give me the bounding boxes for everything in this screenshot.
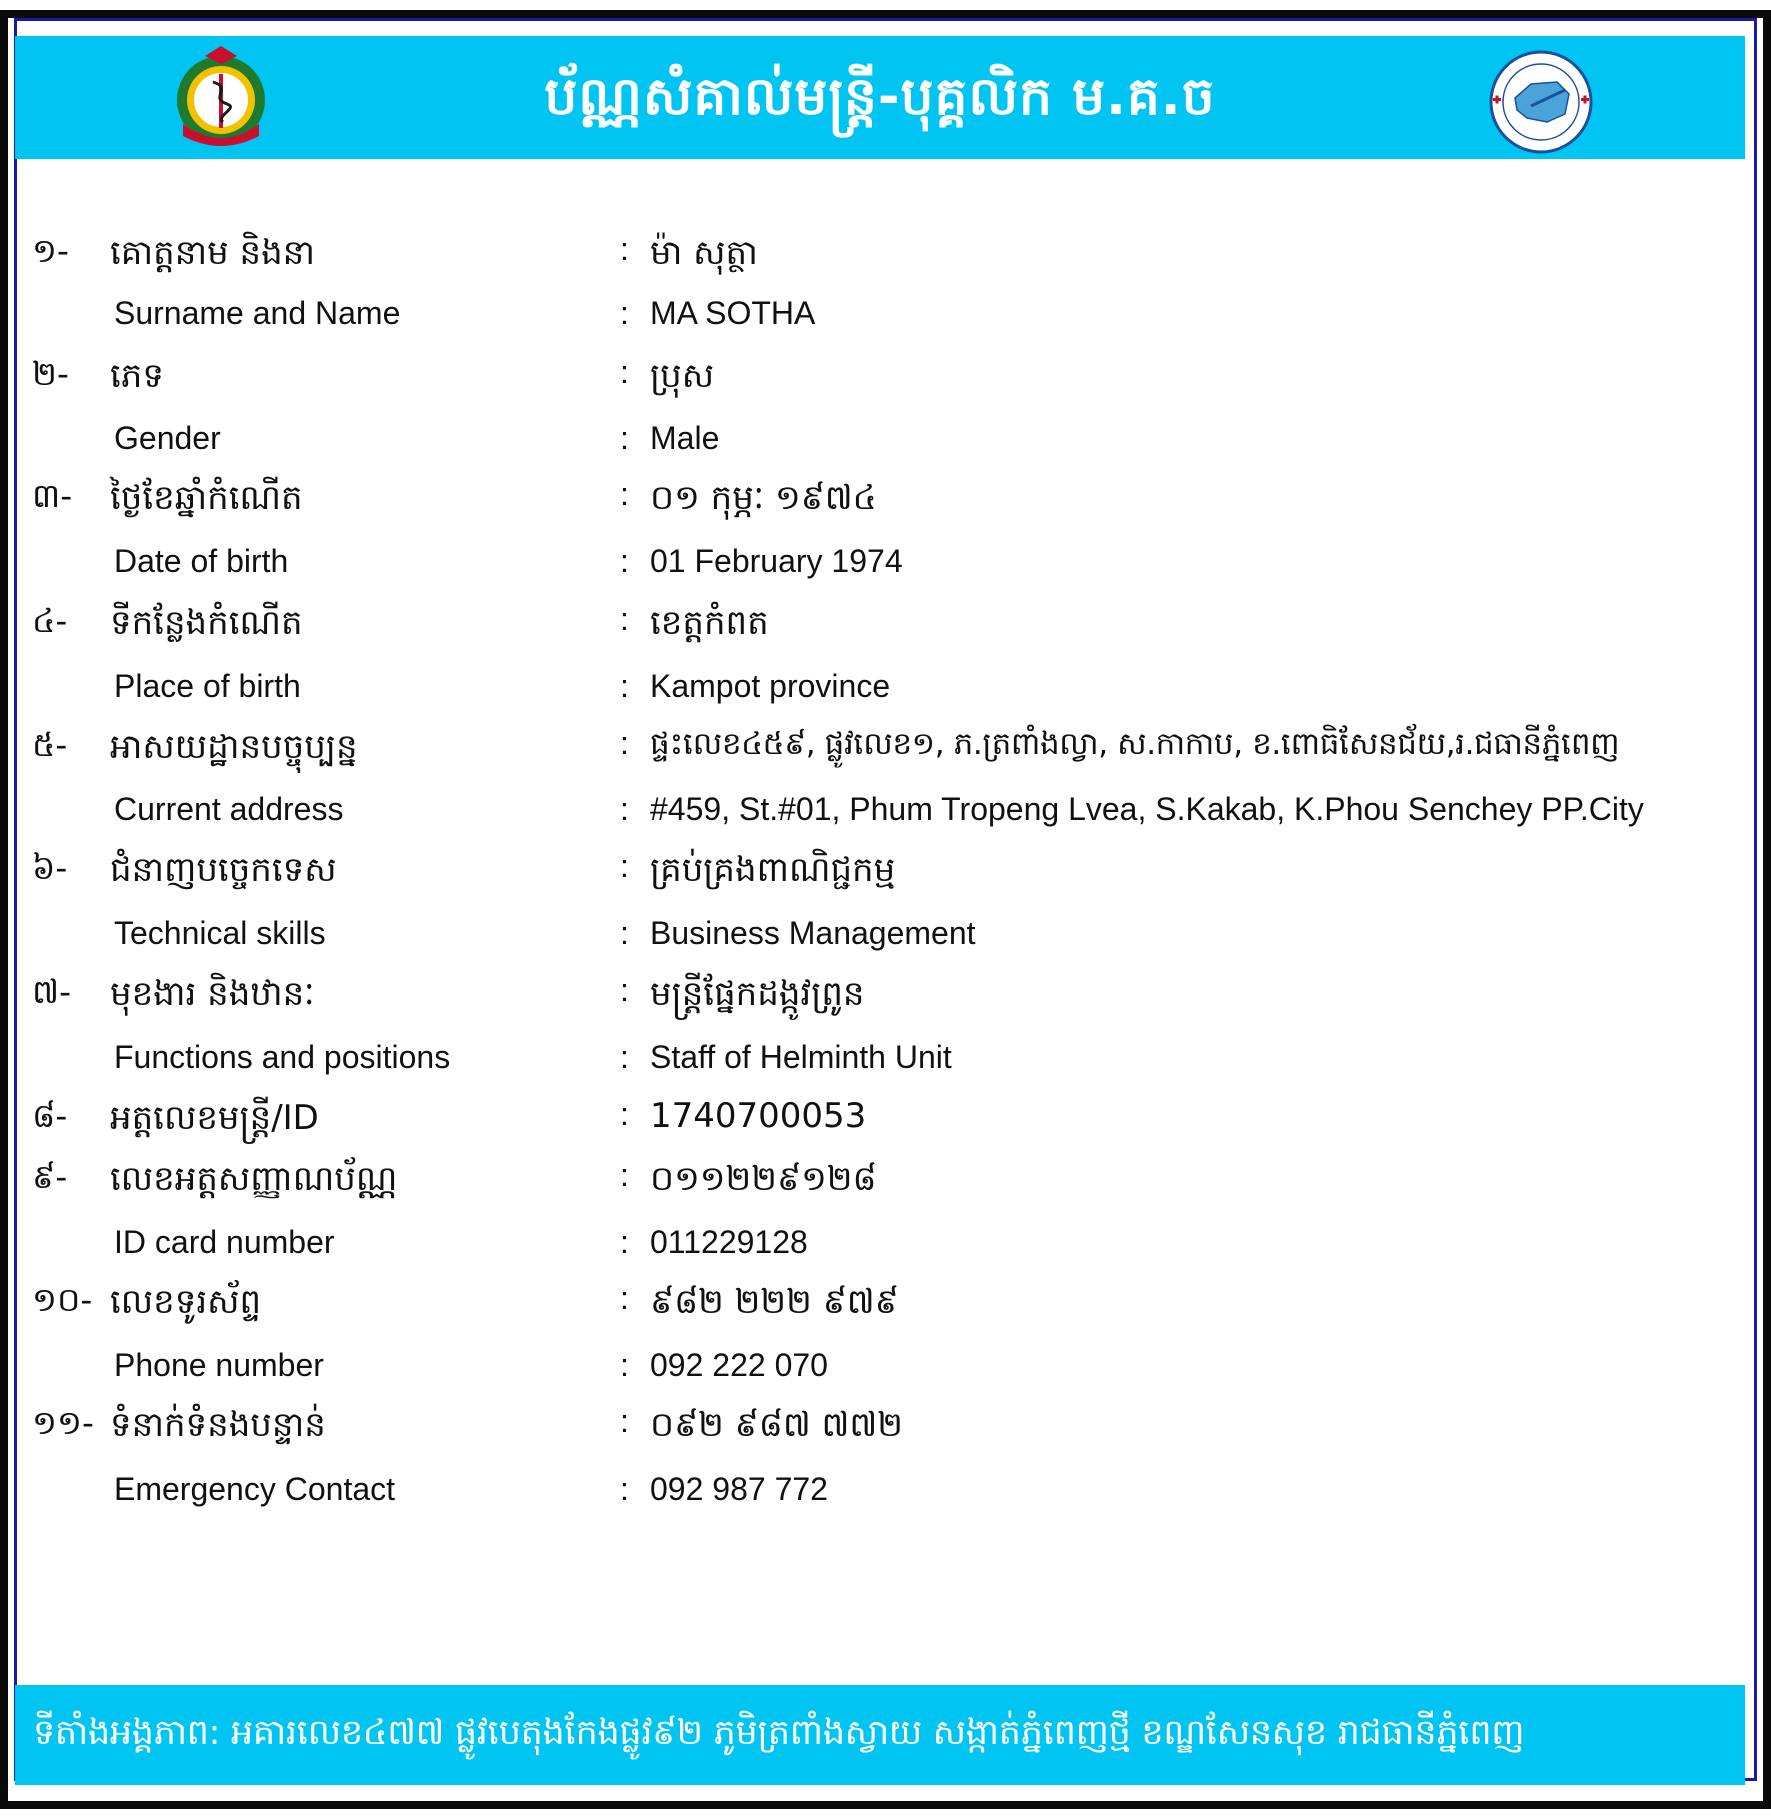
field-separator: : bbox=[620, 1096, 629, 1132]
field-label-en: ID card number bbox=[114, 1224, 335, 1260]
field-value-kh: ០១១២២៩១២៨ bbox=[650, 1159, 877, 1199]
field-value-kh: ០៩២ ៩៨៧ ៧៧២ bbox=[650, 1405, 904, 1445]
card-title: ប័ណ្ណសំគាល់មន្ត្រី-បុគ្គលិក ម.គ.ច bbox=[544, 67, 1216, 127]
field-separator: : bbox=[620, 1471, 629, 1507]
field-separator: : bbox=[620, 1039, 629, 1075]
field-number: ១១- bbox=[32, 1403, 94, 1442]
field-separator: : bbox=[620, 915, 629, 951]
field-number: ៨- bbox=[32, 1096, 68, 1135]
field-separator: : bbox=[620, 543, 629, 579]
field-row-en bbox=[0, 791, 1771, 851]
field-label-kh: អាសយដ្ឋានបច្ចុប្បន្ន bbox=[110, 727, 358, 767]
field-row-kh bbox=[0, 476, 1771, 536]
field-label-kh: គោត្តនាម និងនា bbox=[110, 233, 316, 273]
field-number: ៦- bbox=[32, 848, 68, 887]
field-value-kh: ៩៨២ ២២២ ៩៧៩ bbox=[650, 1282, 899, 1322]
field-value-kh: ម៉ា សុត្ថា bbox=[650, 233, 758, 273]
field-label-kh: មុខងារ និងឋានៈ bbox=[110, 974, 315, 1014]
field-row-kh bbox=[0, 601, 1771, 661]
field-number: ២- bbox=[32, 354, 69, 393]
field-value-en: MA SOTHA bbox=[650, 295, 816, 331]
field-label-en: Place of birth bbox=[114, 668, 301, 704]
field-row-kh bbox=[0, 725, 1771, 785]
field-value-kh: គ្រប់គ្រងពាណិជ្ជកម្ម bbox=[650, 850, 896, 890]
field-row-en bbox=[0, 915, 1771, 975]
field-separator: : bbox=[620, 791, 629, 827]
field-value-en: Business Management bbox=[650, 915, 976, 951]
field-row-en bbox=[0, 668, 1771, 728]
field-value-en: 092 222 070 bbox=[650, 1347, 828, 1383]
field-value-en: 011229128 bbox=[650, 1224, 808, 1260]
field-row-kh bbox=[0, 1403, 1771, 1463]
field-separator: : bbox=[620, 1347, 629, 1383]
field-separator: : bbox=[620, 1403, 629, 1439]
field-separator: : bbox=[620, 601, 629, 637]
field-value-kh: ប្រុស bbox=[650, 356, 715, 396]
field-separator: : bbox=[620, 848, 629, 884]
field-label-kh: ទំនាក់ទំនងបន្ទាន់ bbox=[110, 1405, 326, 1445]
field-label-en: Phone number bbox=[114, 1347, 324, 1383]
field-value-en: Kampot province bbox=[650, 668, 891, 704]
field-value-kh: ខេត្តកំពត bbox=[650, 603, 769, 643]
field-label-kh: អត្តលេខមន្ត្រី/ID bbox=[110, 1098, 319, 1138]
field-row-kh bbox=[0, 1280, 1771, 1340]
cnm-emblem-icon bbox=[1487, 48, 1595, 156]
header-banner bbox=[15, 36, 1745, 159]
field-value-en: Male bbox=[650, 420, 720, 456]
field-separator: : bbox=[620, 972, 629, 1008]
field-number: ៤- bbox=[32, 601, 68, 640]
field-row-en bbox=[0, 295, 1771, 355]
field-number: ៣- bbox=[32, 476, 73, 515]
field-row-en bbox=[0, 420, 1771, 480]
field-row-en bbox=[0, 543, 1771, 603]
field-row-kh bbox=[0, 972, 1771, 1032]
field-value-kh: ០១ កុម្ភៈ ១៩៧៤ bbox=[650, 478, 877, 518]
field-row-kh bbox=[0, 848, 1771, 908]
field-label-kh: លេខទូរស័ព្ទ bbox=[110, 1282, 262, 1322]
field-separator: : bbox=[620, 354, 629, 390]
field-value-en: #459, St.#01, Phum Tropeng Lvea, S.Kakab, K.Phou Senchey PP.City bbox=[650, 791, 1644, 827]
field-value-kh: 1740700053 bbox=[650, 1096, 867, 1136]
field-number: ៧- bbox=[32, 972, 71, 1011]
field-separator: : bbox=[620, 1224, 629, 1260]
field-row-kh bbox=[0, 1096, 1771, 1156]
office-address: ទីតាំងអង្គភាព: អគារលេខ៤៧៧ ផ្លូវបេតុងកែងផ្លូវ៩២ ភូមិត្រពាំងស្វាយ សង្កាត់ភ្នំពេញថ្មី ខណ្ឌសែនសុខ រាជធានីភ្នំពេញ bbox=[33, 1713, 1525, 1753]
field-label-en: Gender bbox=[114, 420, 221, 456]
field-label-en: Surname and Name bbox=[114, 295, 401, 331]
field-separator: : bbox=[620, 668, 629, 704]
field-label-en: Functions and positions bbox=[114, 1039, 451, 1075]
field-label-en: Current address bbox=[114, 791, 344, 827]
field-number: ៥- bbox=[32, 725, 68, 764]
field-label-en: Date of birth bbox=[114, 543, 289, 579]
field-value-kh: មន្ត្រីផ្នែកដង្កូវព្រូន bbox=[650, 974, 865, 1014]
field-label-en: Emergency Contact bbox=[114, 1471, 396, 1507]
field-separator: : bbox=[620, 420, 629, 456]
footer-banner bbox=[15, 1685, 1745, 1785]
field-label-kh: ជំនាញបច្ចេកទេស bbox=[110, 850, 337, 890]
field-label-kh: ភេទ bbox=[110, 356, 164, 396]
field-label-kh: ទីកន្លែងកំណើត bbox=[110, 603, 303, 643]
field-label-en: Technical skills bbox=[114, 915, 326, 951]
field-row-en bbox=[0, 1039, 1771, 1099]
field-row-kh bbox=[0, 354, 1771, 414]
field-value-en: 01 February 1974 bbox=[650, 543, 903, 579]
field-row-kh bbox=[0, 231, 1771, 291]
field-label-kh: លេខអត្តសញ្ញាណប័ណ្ណ bbox=[110, 1159, 398, 1199]
field-label-kh: ថ្ងៃខែឆ្នាំកំណើត bbox=[110, 478, 303, 518]
field-separator: : bbox=[620, 295, 629, 331]
field-row-en bbox=[0, 1471, 1771, 1531]
field-row-en bbox=[0, 1224, 1771, 1284]
field-row-en bbox=[0, 1347, 1771, 1407]
field-separator: : bbox=[620, 476, 629, 512]
field-value-en: 092 987 772 bbox=[650, 1471, 828, 1507]
field-row-kh bbox=[0, 1157, 1771, 1217]
field-value-kh: ផ្ទះលេខ៤៥៩, ផ្លូវលេខ១, ភ.ត្រពាំងល្វា, ស.កាកាប, ខ.ពោធិសែនជ័យ,រ.ជធានីភ្នំពេញ bbox=[650, 726, 1620, 762]
field-number: ៩- bbox=[32, 1157, 68, 1196]
field-separator: : bbox=[620, 231, 629, 267]
field-separator: : bbox=[620, 1157, 629, 1193]
field-value-en: Staff of Helminth Unit bbox=[650, 1039, 952, 1075]
field-separator: : bbox=[620, 725, 629, 761]
field-number: ១០- bbox=[32, 1280, 93, 1319]
field-separator: : bbox=[620, 1280, 629, 1316]
field-number: ១- bbox=[32, 231, 69, 270]
